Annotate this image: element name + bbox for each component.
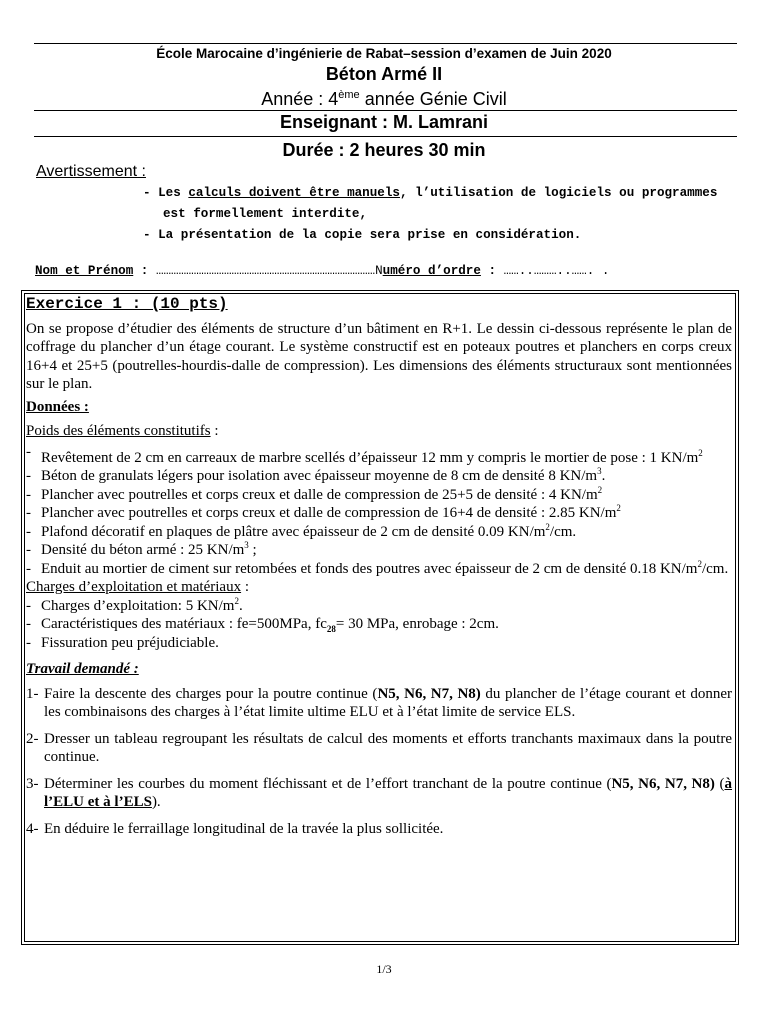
list-item: - Charges d’exploitation: 5 $KN/m^2$. [26,597,732,616]
travail-heading: Travail demandé : [26,661,139,677]
list-item: - Revêtement de 2 cm en carreaux de marbre scellés d’épaisseur 12 mm y compris le mortier de pose : 1 $KN/m^2$ [26,449,732,468]
charges-heading: Charges d’exploitation et matériaux : [26,579,249,595]
list-item: - Densité du béton armé : 25 $KN/m^3$ ; [26,541,732,560]
teacher-line: Enseignant : M. Lamrani [279,112,489,132]
list-item: - Plancher avec poutrelles et corps creux et dalle de compression de 16+4 de densité : 2.85 $KN/m^2$ [26,504,732,523]
school-line: École Marocaine d’ingénierie de Rabat–session d’examen de Juin 2020 [156,46,612,61]
charges-list [26,597,732,653]
task-item-4: 4- En déduire le ferraillage longitudinal de la travée la plus sollicitée. [26,820,444,837]
name-label: Nom et Prénom [35,264,134,278]
warning-line-2: est formellement interdite, [163,207,368,221]
exercise-content [26,293,732,846]
name-field[interactable]: ……………………………………………………………………………N [155,264,383,278]
list-item: - Fissuration peu préjudiciable. [26,634,732,653]
exercise-intro: On se propose d’étudier des éléments de structure d’un bâtiment en R+1. Le dessin ci-dessous représente le plan de coffrage du plancher d’un étage courant. Le système constructif est en poteaux poutres et planchers en corps creux 16+4 et 25+5 (poutrelles-hourdis-dalle de compression). Les dimensions des éléments structuraux sont mentionnées sur le plan. [26,320,732,392]
warning-title: Avertissement : [36,163,146,180]
warning-line-3: - La présentation de la copie sera prise en considération. [143,228,582,242]
task-list [26,685,732,839]
order-field[interactable]: ……..………..……. . [503,264,610,278]
task-item-1: 1- Faire la descente des charges pour la poutre continue (N5, N6, N7, N8) du plancher de l’étage courant et donner les combinaisons des charges à l’état limite ultime ELU et à l’état limite de service ELS. [26,685,732,720]
course-title: Béton Armé II [325,64,443,84]
task-item-2: 2- Dresser un tableau regroupant les résultats de calcul des moments et efforts tranchants maximaux dans la poutre continue. [26,730,732,765]
student-info-line: Nom et Prénom : ……………………………………………………………………………Numéro d’ordre : ……..………..……. . [35,264,610,278]
list-item: - Plafond décoratif en plaques de plâtre avec épaisseur de 2 cm de densité 0.09 $KN/m^2/cm$. [26,523,732,542]
list-item: - Béton de granulats légers pour isolation avec épaisseur moyenne de 8 cm de densité 8 $KN/m^3$. [26,467,732,486]
task-item-3: 3- Déterminer les courbes du moment fléchissant et de l’effort tranchant de la poutre continue (N5, N6, N7, N8) (à l’ELU et à l’ELS). [26,775,733,810]
teacher-bottom-rule [34,136,737,137]
warning-line-1: - Les calculs doivent être manuels, l’utilisation de logiciels ou programmes [143,186,718,200]
page-number: 1/3 [376,962,392,976]
order-label: uméro d’ordre [382,264,481,278]
donnees-heading: Données : [26,398,89,415]
duration-line: Durée : 2 heures 30 min [282,140,486,160]
list-item: - Caractéristiques des matériaux : fe=500MPa, $fc_{28}= 30$ MPa, enrobage : 2cm. [26,615,732,634]
poids-heading: Poids des éléments constitutifs : [26,423,219,439]
header-top-rule [34,43,737,44]
list-item: - Enduit au mortier de ciment sur retombées et fonds des poutres avec épaisseur de 2 cm de densité 0.18 $KN/m^2/cm$. [26,560,732,579]
exercise-title: Exercice 1 : (10 pts) [26,295,228,313]
list-item: - Plancher avec poutrelles et corps creux et dalle de compression de 25+5 de densité : 4 $KN/m^2$ [26,486,732,505]
teacher-top-rule [34,110,737,111]
year-line: Année : 4ème année Génie Civil [261,89,507,109]
exercise-frame [21,290,739,945]
poids-list [26,449,732,579]
